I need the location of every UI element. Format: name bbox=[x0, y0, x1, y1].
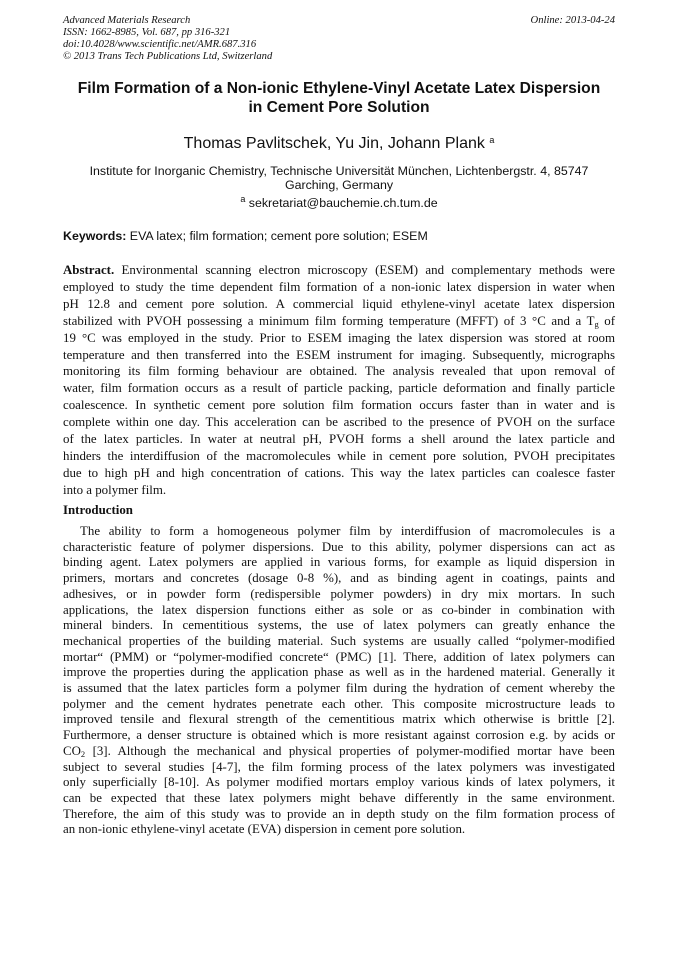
text-line bbox=[63, 296, 615, 313]
text-line bbox=[63, 634, 615, 650]
text-segment: of the latex particles. In water at neutral pH, PVOH forms a shell around the latex particle and bbox=[63, 432, 615, 447]
title-line: in Cement Pore Solution bbox=[248, 98, 430, 116]
text-line bbox=[63, 330, 615, 347]
abstract bbox=[63, 262, 615, 499]
authors bbox=[40, 130, 638, 154]
paper-title bbox=[40, 80, 638, 117]
text-segment: monitoring its film forming behaviour are obtained. The analysis revealed that upon removal of bbox=[63, 364, 615, 379]
text-line bbox=[63, 571, 615, 587]
keywords bbox=[63, 229, 428, 244]
text-line bbox=[63, 681, 615, 697]
text-segment: polymer and the cement hydrates penetrate each other. This composite microstructure leads to bbox=[63, 696, 615, 711]
text-segment: mortar“ (PMM) or “polymer-modified concrete“ (PMC) [1]. There, addition of latex polymers can bbox=[63, 649, 615, 664]
text-segment: subject to several studies [4-7], the film forming process of the latex polymers was investigated bbox=[63, 759, 615, 774]
abstract-label: Abstract. bbox=[63, 263, 115, 277]
text-segment: temperature and then transferred into the ESEM instrument for imaging. Subsequently, micrographs bbox=[63, 347, 615, 362]
text-segment: hinders the interdiffusion of the macromolecules while in cement pore solution, PVOH precipitates bbox=[63, 448, 615, 463]
text-line bbox=[63, 279, 615, 296]
text-line bbox=[63, 791, 615, 807]
text-line bbox=[63, 712, 615, 728]
text-line bbox=[63, 603, 615, 619]
section-heading-introduction: Introduction bbox=[63, 503, 133, 517]
text-segment: is assumed that the latex particles form a polymer film during the hydration of cement whereby the bbox=[63, 681, 615, 696]
text-segment: coalescence. In synthetic cement pore solution film formation occurs faster than in water and is bbox=[63, 398, 615, 413]
text-line bbox=[63, 540, 615, 556]
journal-name: Advanced Materials Research bbox=[63, 15, 191, 26]
text-segment: binding agent. Latex polymers are applied in various forms, for example as liquid dispersion in bbox=[63, 555, 615, 570]
text-line bbox=[63, 697, 615, 713]
text-segment: complete within one day. This acceleration can be ascribed to the presence of PVOH on the surface bbox=[63, 415, 615, 430]
text-segment: can be expected that these latex polymers might behave differently in the same environment. bbox=[63, 790, 615, 805]
text-line bbox=[63, 465, 615, 482]
doi: doi:10.4028/www.scientific.net/AMR.687.316 bbox=[63, 39, 257, 50]
subscript: g bbox=[594, 318, 599, 329]
text-segment: an non-ionic ethylene-vinyl acetate (EVA) dispersion in cement pore solution. bbox=[63, 822, 466, 837]
text-segment: mechanical properties of the building material. Such systems are usually called “polymer-modified bbox=[63, 633, 615, 648]
text-segment: stabilized with PVOH possessing a minimum film forming temperature (MFFT) of 3 °C and a T bbox=[63, 313, 595, 328]
text-line bbox=[63, 775, 615, 791]
text-segment: adhesives, or in powder form (redispersible polymer powders) in dry mix mortars. In such bbox=[63, 586, 615, 601]
affiliation-line: Garching, Germany bbox=[284, 178, 394, 193]
text-line bbox=[63, 363, 615, 380]
text-line bbox=[63, 555, 615, 571]
text-line bbox=[63, 313, 615, 330]
introduction-paragraph bbox=[63, 524, 615, 838]
journal-info bbox=[63, 15, 272, 63]
text-segment: into a polymer film. bbox=[63, 482, 167, 497]
subscript: 2 bbox=[80, 748, 86, 759]
text-line bbox=[63, 665, 615, 681]
text-line bbox=[63, 448, 615, 465]
text-line bbox=[63, 397, 615, 414]
text-segment: CO bbox=[63, 743, 81, 758]
title-line: Film Formation of a Non-ionic Ethylene-Vinyl Acetate Latex Dispersion bbox=[77, 80, 601, 97]
text-line bbox=[63, 482, 615, 499]
text-segment: water, film formation occurs as a result of particle packing, particle deformation and finally particle bbox=[63, 381, 615, 396]
text-line bbox=[63, 760, 615, 776]
text-line bbox=[63, 380, 615, 397]
online-date: Online: 2013-04-24 bbox=[530, 15, 615, 26]
author-names: Thomas Pavlitschek, Yu Jin, Johann Plank bbox=[183, 135, 490, 152]
text-line bbox=[63, 744, 615, 760]
text-line bbox=[63, 262, 615, 279]
text-line bbox=[63, 587, 615, 603]
text-segment: Therefore, the aim of this study was to provide an in depth study on the film formation process of bbox=[63, 806, 615, 821]
text-segment: primers, mortars and concretes (dosage 0-8 %), and as binding agent in coatings, paints and bbox=[63, 571, 615, 586]
text-segment: of bbox=[598, 313, 615, 328]
copyright: © 2013 Trans Tech Publications Ltd, Switzerland bbox=[63, 51, 273, 62]
email: sekretariat@bauchemie.ch.tum.de bbox=[245, 196, 438, 211]
keywords-text: EVA latex; film formation; cement pore solution; ESEM bbox=[126, 229, 428, 243]
text-segment: improved tensile and flexural strength of the cementitious matrix which otherwise is brittle [2]. bbox=[63, 712, 615, 727]
text-segment: [3]. Although the mechanical and physical properties of polymer-modified mortar have been bbox=[85, 743, 615, 758]
text-line bbox=[63, 347, 615, 364]
text-segment: Furthermore, a denser structure is obtained which is more resistant against corrosion e.g. by acids or bbox=[63, 728, 615, 743]
email-line bbox=[40, 192, 638, 210]
text-line bbox=[63, 650, 615, 666]
text-segment: Environmental scanning electron microscopy (ESEM) and complementary methods were bbox=[114, 263, 615, 277]
text-segment: characteristic feature of polymer dispersions. Due to this ability, polymer dispersions can act as bbox=[63, 539, 615, 554]
affiliation-mark: a bbox=[489, 135, 495, 145]
affiliation bbox=[40, 164, 638, 211]
text-segment: only superficially [8-10]. As polymer modified mortars employ various kinds of latex polymers, it bbox=[63, 775, 615, 790]
text-segment: mineral binders. In cementitious systems, the use of latex polymers can greatly enhance the bbox=[63, 618, 615, 633]
text-segment: The ability to form a homogeneous polymer film by interdiffusion of macromolecules is a bbox=[80, 524, 615, 538]
keywords-label: Keywords: bbox=[63, 229, 127, 243]
text-line bbox=[63, 524, 615, 540]
issn: ISSN: 1662-8985, Vol. 687, pp 316-321 bbox=[63, 27, 231, 38]
text-line bbox=[63, 728, 615, 744]
text-line bbox=[63, 431, 615, 448]
text-segment: 19 °C was employed in the study. Prior to ESEM imaging the latex dispersion was stored at room bbox=[63, 330, 615, 345]
text-line bbox=[63, 414, 615, 431]
email-mark: a bbox=[240, 194, 246, 205]
text-line bbox=[63, 822, 615, 838]
text-segment: due to high pH and high concentration of cations. This way the latex particles can coalesce faster bbox=[63, 465, 615, 480]
text-line bbox=[63, 618, 615, 634]
text-line bbox=[63, 807, 615, 823]
text-segment: improve the properties during the application phase as well as in the hardened material. Generally it bbox=[63, 665, 615, 680]
affiliation-line: Institute for Inorganic Chemistry, Technische Universität München, Lichtenbergstr. 4, 85747 bbox=[89, 164, 589, 178]
text-segment: pH 12.8 and cement pore solution. A commercial liquid ethylene-vinyl acetate latex dispersion bbox=[63, 296, 615, 311]
text-segment: applications, the latex dispersion functions either as sole or as co-binder in combination with bbox=[63, 602, 615, 617]
text-segment: employed to study the time dependent film formation of a non-ionic latex dispersion in water when bbox=[63, 279, 615, 294]
